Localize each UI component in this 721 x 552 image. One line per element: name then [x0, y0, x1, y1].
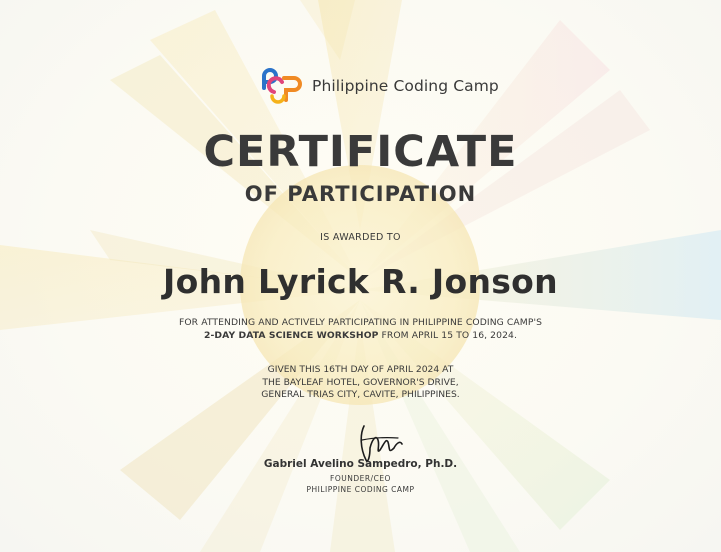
signatory-title: FOUNDER/CEO [330, 474, 391, 483]
philippine-coding-camp-logo-icon [258, 66, 306, 106]
event-dates: FROM APRIL 15 TO 16, 2024. [378, 330, 517, 341]
signatory-name: Gabriel Avelino Sampedro, Ph.D. [263, 458, 458, 470]
certificate-title: CERTIFICATE [203, 127, 518, 177]
given-line-3: GENERAL TRIAS CITY, CAVITE, PHILIPPINES. [261, 389, 460, 400]
signatory-role [0, 474, 721, 495]
participation-reason [0, 316, 721, 342]
event-name: 2-DAY DATA SCIENCE WORKSHOP [204, 330, 379, 341]
reason-line-2 [0, 329, 721, 342]
signatory-organization: PHILIPPINE CODING CAMP [306, 484, 415, 494]
given-details [0, 364, 721, 402]
given-line-2: THE BAYLEAF HOTEL, GOVERNOR'S DRIVE, [262, 376, 459, 388]
awarded-to-text: IS AWARDED TO [320, 232, 401, 243]
certificate-subtitle: OF PARTICIPATION [244, 182, 477, 206]
given-line-1: GIVEN THIS 16TH DAY OF APRIL 2024 AT [267, 364, 454, 375]
logo-text: Philippine Coding Camp [312, 77, 499, 95]
recipient-name: John Lyrick R. Jonson [163, 262, 558, 301]
reason-line-1: FOR ATTENDING AND ACTIVELY PARTICIPATING IN PHILIPPINE CODING CAMP'S [178, 317, 543, 328]
organization-logo [258, 66, 499, 106]
